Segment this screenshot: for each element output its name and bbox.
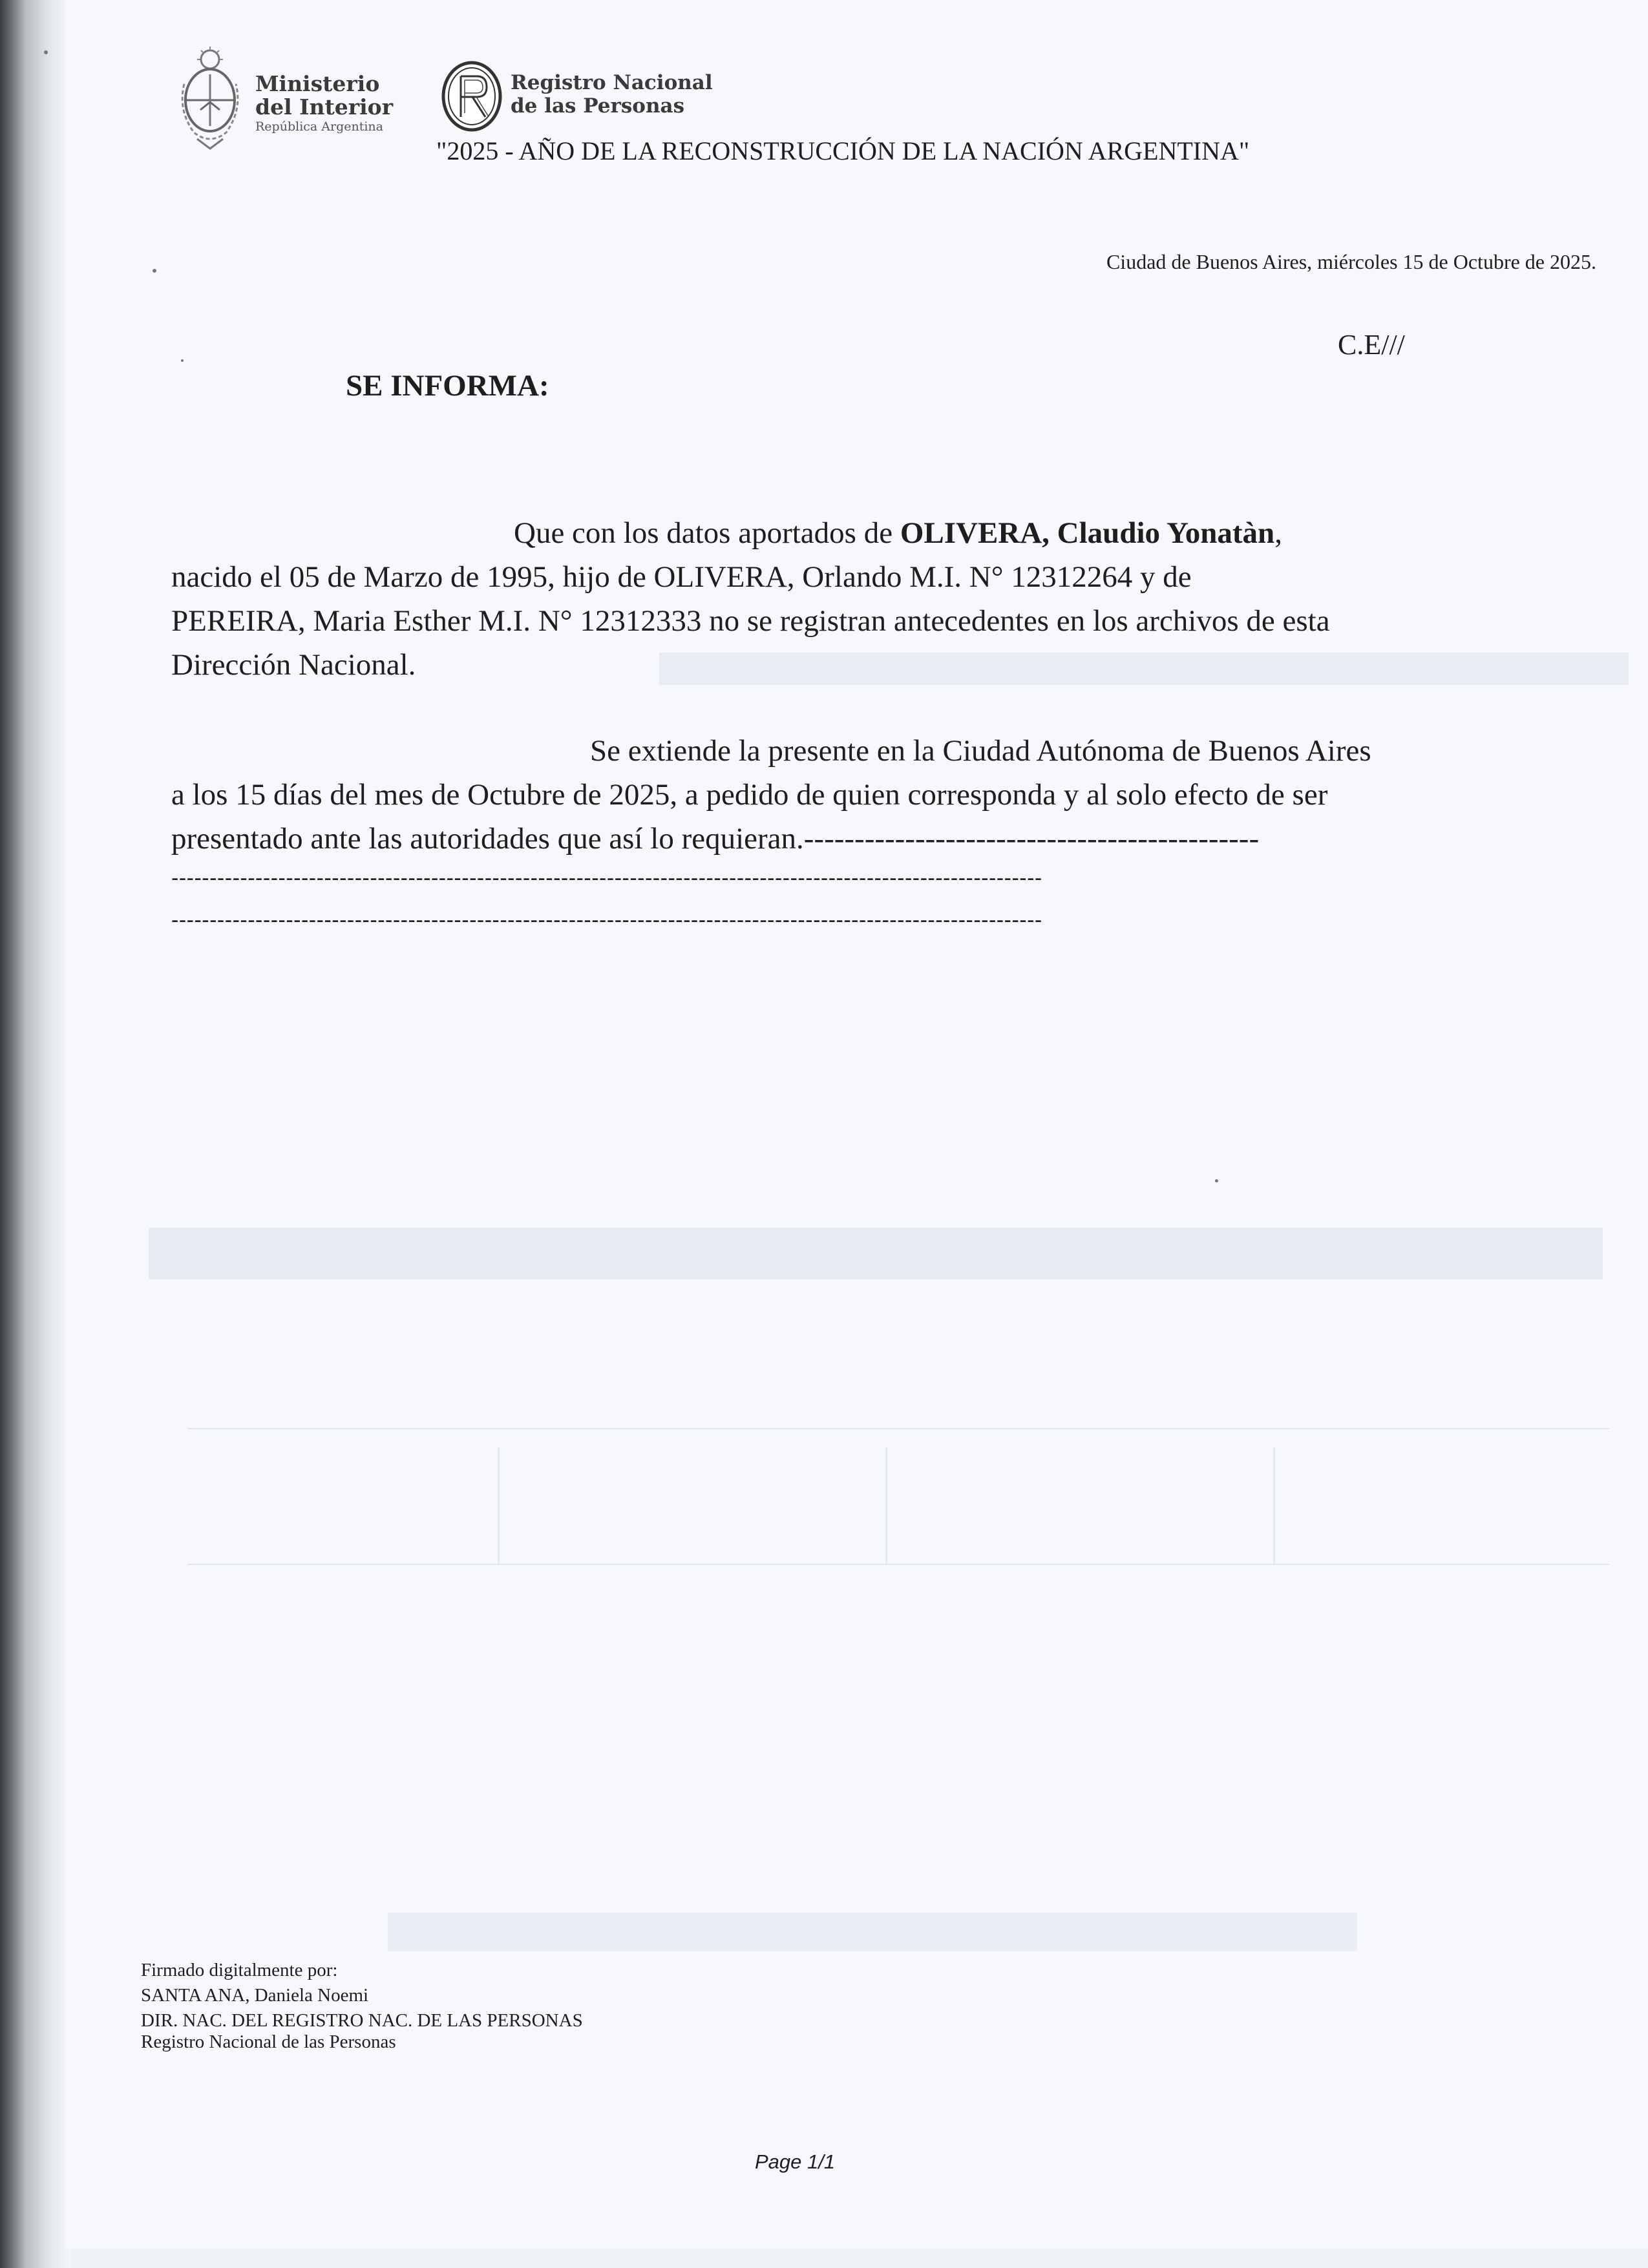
person-name: OLIVERA, Claudio Yonatàn: [900, 516, 1275, 550]
year-motto: "2025 - AÑO DE LA RECONSTRUCCIÓN DE LA NACIÓN ARGENTINA": [436, 136, 1250, 165]
signer-office: DIR. NAC. DEL REGISTRO NAC. DE LAS PERSONAS: [141, 2010, 583, 2031]
filler-dash-line: ------------------------------------------------------------------------------------------------------------------: [171, 908, 1042, 932]
scan-edge: [0, 0, 71, 2268]
registry-logo-icon: [441, 60, 503, 136]
show-through-rule: [498, 1447, 500, 1564]
paragraph1-line1: [514, 516, 1282, 551]
show-through-band: [149, 1228, 1603, 1279]
registry-name-line1: Registro Nacional: [511, 71, 713, 94]
document-heading: SE INFORMA:: [346, 369, 549, 403]
ministry-name-line1: Ministerio: [255, 71, 380, 96]
coat-of-arms-icon: [174, 45, 246, 158]
scan-speck: [44, 50, 48, 54]
paragraph1-intro: Que con los datos aportados de: [514, 516, 900, 550]
show-through-band: [388, 1913, 1357, 1951]
registry-name-line2: de las Personas: [511, 94, 685, 118]
signer-name: SANTA ANA, Daniela Noemi: [141, 1985, 369, 2006]
show-through-band: [659, 653, 1629, 685]
paragraph2-line1: Se extiende la presente en la Ciudad Autónoma de Buenos Aires: [590, 734, 1371, 768]
ministry-country: República Argentina: [255, 120, 383, 134]
scan-speck: [1215, 1179, 1218, 1182]
paragraph1-punctuation: ,: [1274, 516, 1282, 550]
document-page: [65, 0, 1648, 2249]
signer-institution: Registro Nacional de las Personas: [141, 2032, 396, 2052]
show-through-rule: [1273, 1447, 1275, 1564]
paragraph2-line2: a los 15 días del mes de Octubre de 2025, a pedido de quien corresponda y al solo efecto de ser: [171, 778, 1328, 812]
reference-code: C.E///: [1338, 329, 1405, 361]
ministry-name: [255, 72, 393, 134]
paragraph1-line2: nacido el 05 de Marzo de 1995, hijo de OLIVERA, Orlando M.I. N° 12312264 y de: [171, 560, 1192, 594]
show-through-rule: [885, 1447, 887, 1564]
digital-signature-block: [141, 1958, 583, 2050]
scan-speck: [181, 359, 184, 362]
paragraph1-line4: Dirección Nacional.: [171, 648, 416, 682]
scan-speck: [153, 269, 156, 273]
show-through-rule: [187, 1564, 1609, 1565]
date-line: Ciudad de Buenos Aires, miércoles 15 de Octubre de 2025.: [1106, 250, 1596, 273]
page-number: Page 1/1: [755, 2150, 836, 2173]
signature-label: Firmado digitalmente por:: [141, 1960, 338, 1980]
paragraph2-line3: presentado ante las autoridades que así lo requieran.---------------------------------------------: [171, 822, 1260, 856]
filler-dash-line: ------------------------------------------------------------------------------------------------------------------: [171, 866, 1042, 890]
ministry-name-line2: del Interior: [255, 94, 394, 120]
show-through-rule: [187, 1428, 1609, 1429]
registry-name: [511, 71, 713, 118]
paragraph1-line3: PEREIRA, Maria Esther M.I. N° 12312333 no se registran antecedentes en los archivos de esta: [171, 604, 1330, 638]
